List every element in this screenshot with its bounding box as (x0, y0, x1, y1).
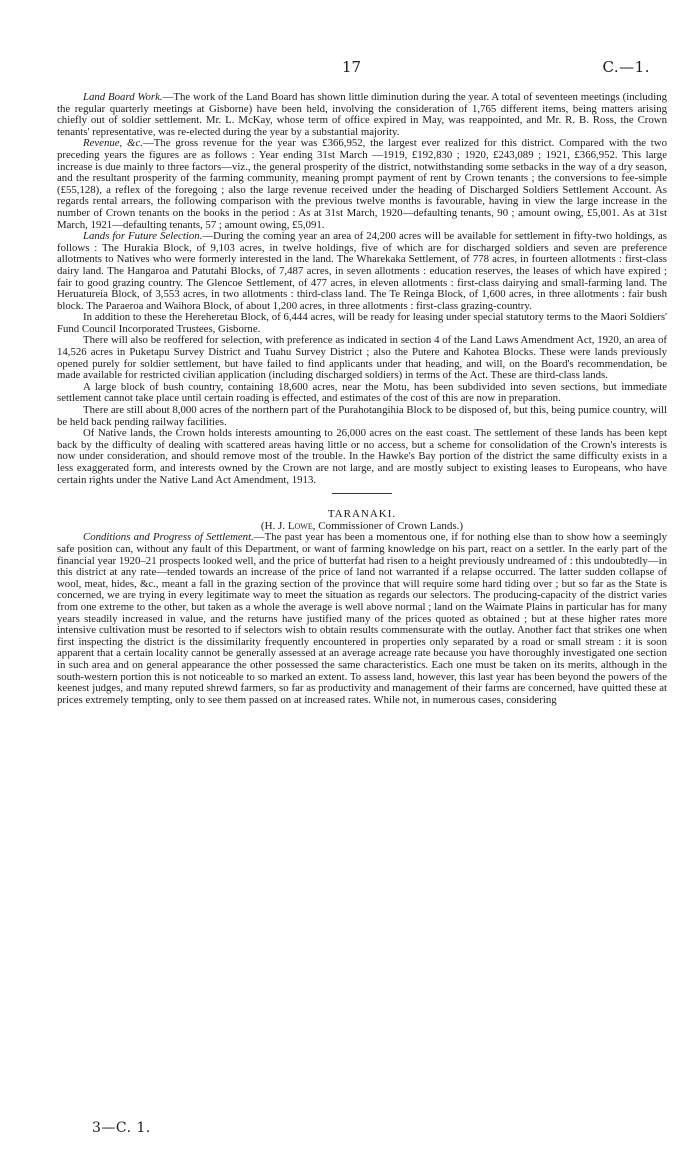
paragraph (57, 138, 667, 231)
paragraph-text: —The gross revenue for the year was £366,952, the largest ever realized for this district. Compared with the two preceding years the figures are as follows : Year ending 31st March —1919, £192,830 ; 1920, £243,089 ; 1921, £366,952. This large increase is due mainly to three factors—viz., the general prosperity of the district, notwithstanding some setbacks in the way of a dry season, and the resultant prosperity of the farming community, meaning prompt payment of rent by Crown tenants ; the conversions to fee-simple (£55,128), a reflex of the foregoing ; also the large revenue received under the heading of Discharged Soldiers Settlement Account. As regards rental arrears, the following comparison with the previous twelve months is favourable, having in view the large increase in the number of Crown tenants on the books in the period : As at 31st March, 1920—defaulting tenants, 90 ; amount owing, £5,001. As at 31st March, 1921—defaulting tenants, 57 ; amount owing, £5,091. (57, 137, 667, 231)
section-title: TARANAKI. (327, 508, 397, 521)
taranaki-section (57, 532, 667, 706)
paragraph-text: —The work of the Land Board has shown little diminution during the year. A total of seventeen meetings (including the regular quarterly meetings at Gisborne) have been held, involving the consideration of 1,765 different items, being matters arising chiefly out of soldier settlement. Mr. L. McKay, whose term of office expired in May, was reappointed, and Mr. R. B. Ross, the Crown tenants' representative, was re-elected during the year by a substantial majority. (57, 91, 667, 138)
paragraph (57, 428, 667, 486)
subtitle-close: , Commissioner of Crown Lands.) (312, 519, 464, 532)
paragraph-lead: Lands for Future Selection. (83, 230, 203, 243)
page-header (0, 58, 700, 78)
land-board-section (57, 92, 667, 486)
paragraph-lead: Revenue, &c. (83, 137, 143, 150)
subtitle-open: (H. J. (260, 519, 288, 532)
signature-mark: 3—C. 1. (92, 1120, 151, 1136)
paragraph (57, 92, 667, 138)
paragraph (57, 335, 667, 381)
paragraph (57, 532, 667, 706)
paragraph-text: —During the coming year an area of 24,200 acres will be available for settlement in fifty-two holdings, as follows : The Hurakia Block, of 9,103 acres, in twelve holdings, five of which are for discharged soldiers and seven are preference allotments to Natives who were formerly interested in the land. The Wharekaka Settlement, of 778 acres, in fourteen allotments : first-class dairy land. The Hangaroa and Patutahi Blocks, of 7,487 acres, in seven allotments : education reserves, the leases of which have expired ; fair to good grazing country. The Glencoe Settlement, of 477 acres, in eleven allotments : first-class dairying and small-farming land. The Heruatureia Block, of 3,553 acres, in two allotments : third-class land. The Te Reinga Block, of 1,600 acres, in three allotments : fair bush block. The Paraeroa and Waihora Block, of about 1,200 acres, in three allotments : first-class grazing-country. (57, 230, 668, 312)
paragraph-lead: Land Board Work. (83, 91, 163, 103)
paragraph (57, 405, 667, 428)
body-text (57, 92, 667, 706)
paragraph (57, 312, 667, 335)
paragraph-text: A large block of bush country, containing 18,600 acres, near the Motu, has been subdivided into seven sections, but immediate settlement cannot take place until certain roading is effected, and estimates of the cost of this are now in preparation. (57, 380, 667, 405)
paragraph (57, 231, 667, 312)
paragraph (57, 382, 667, 405)
paragraph-text: There are still about 8,000 acres of the northern part of the Purahotangihia Block to be disposed of, but this, being pumice country, will be held back pending railway facilities. (57, 404, 667, 428)
paragraph-text: In addition to these the Hereheretau Block, of 6,444 acres, will be ready for leasing under special statutory terms to the Maori Soldiers' Fund Council Incorporated Trustees, Gisborne. (57, 311, 667, 335)
section-divider (332, 493, 392, 494)
paragraph-text: —The past year has been a momentous one, if for nothing else than to show how a seemingly safe position can, without any fault of this Department, or want of farming knowledge on his part, react on a settler. In the early part of the financial year 1920–21 prospects looked well, and the price of butterfat had risen to a height previously undreamed of : this undoubtedly—in this district at any rate—tended towards an increase of the price of land not warranted if a relapse occurred. The latter sudden collapse of wool, meat, hides, &c., meant a fall in the grazing section of the province that will require some hard tiding over ; but so far as the State is concerned, we are trying in every legitimate way to meet the situation as regards our selectors. The producing-capacity of the district varies from one extreme to the other, but taken as a whole the average is well above normal ; land on the Waimate Plains in particular has for many years steadily increased in value, and the returns have justified many of the prices quoted as obtained ; but at these higher rates more intensive cultivation must be resorted to if selectors wish to obtain results commensurate with the outlay. Another fact that strikes one when first inspecting the district is the dissimilarity frequently encountered in properties only separated by a road or small stream : it is soon apparent that a certain locality cannot be generally assessed at an average acreage rate because you have thoroughly investigated one section in such area and on general appearance the other possessed the same characteristics. Each one must be taken on its merits, although in the south-western portion this is not noticeable to so marked an extent. To assess land, however, this last year has been beyond the powers of the keenest judges, and many reputed shrewd farmers, so far as productivity and management of their farms are concerned, have quitted these at prices extremely tempting, only to see them passed on at increased rates. While not, in numerous cases, considering (57, 531, 667, 706)
document-reference: C.—1. (602, 58, 650, 76)
commissioner-name: Lowe (287, 519, 313, 532)
paragraph-text: There will also be reoffered for selection, with preference as indicated in section 4 of the Land Laws Amendment Act, 1920, an area of 14,526 acres in Puketapu Survey District and Tuahu Survey District ; also the Putere and Kahotea Blocks. These were lands previously opened purely for soldier settlement, but have failed to find applicants under that heading, and will, on the Board's recommendation, be made available for restricted civilian application (including discharged soldiers) in terms of the Act. These are third-class lands. (57, 334, 667, 382)
paragraph-text: Of Native lands, the Crown holds interests amounting to 26,000 acres on the east coast. The settlement of these lands has been kept back by the difficulty of dealing with scattered areas having little or no access, but a scheme for consolidation of the Crown's interests is now under consideration, and should remove most of the trouble. In the Hawke's Bay portion of the district the same difficulty exists in a less exaggerated form, and interests owned by the Crown are not large, and are mostly subject to existing leases to Europeans, who have certain rights under the Native Land Act Amendment, 1913. (57, 427, 667, 486)
page-number: 17 (342, 58, 362, 76)
paragraph-lead: Conditions and Progress of Settlement. (83, 531, 254, 544)
